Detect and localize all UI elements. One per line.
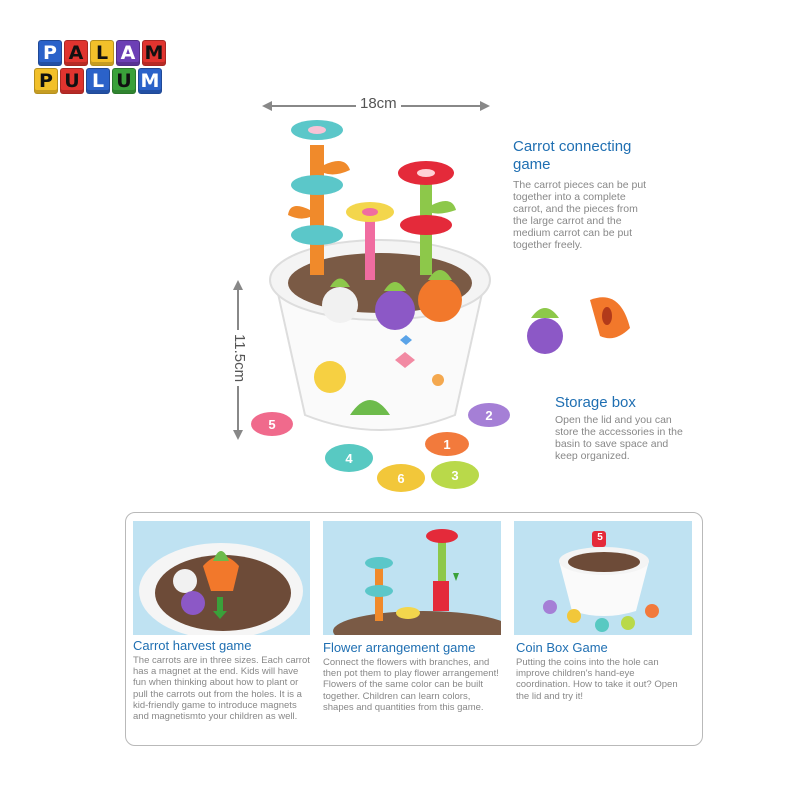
logo-letter: M <box>142 40 166 66</box>
height-label: 11.5cm <box>231 330 248 386</box>
width-label: 18cm <box>356 95 401 112</box>
logo-letter: P <box>38 40 62 66</box>
storage-box-body: Open the lid and you can store the accessories in the basin to save space and keep organized. <box>555 414 683 462</box>
coin: 4 <box>325 444 373 472</box>
coin-box-body: Putting the coins into the hole can improve children's hand-eye coordination. How to take it out? Open the lid and try it! <box>516 657 678 702</box>
logo-row-2 <box>34 68 162 94</box>
carrot-harvest-title: Carrot harvest game <box>133 638 252 653</box>
coin: 1 <box>425 432 469 456</box>
coin-box-image <box>514 521 692 635</box>
flower-arrangement-illustration <box>323 521 501 635</box>
flower-pot-toy-illustration <box>260 115 500 445</box>
coin: 3 <box>431 461 479 489</box>
coin: 6 <box>377 464 425 492</box>
coin-box-coin-label: 5 <box>597 532 603 543</box>
coin: 5 <box>251 412 293 436</box>
logo-letter: P <box>34 68 58 94</box>
carrot-harvest-illustration <box>133 521 310 635</box>
logo-letter: A <box>116 40 140 66</box>
logo-letter: M <box>138 68 162 94</box>
coin-box-title: Coin Box Game <box>516 640 608 655</box>
logo-letter: U <box>112 68 136 94</box>
flower-arrangement-title: Flower arrangement game <box>323 640 476 655</box>
logo-letter: L <box>86 68 110 94</box>
flower-arrangement-body: Connect the flowers with branches, and then pot them to play flower arrangement! Flowers of the same color can be built together. Children can learn colors, shapes and quantities from this game. <box>323 657 499 713</box>
logo-letter: U <box>60 68 84 94</box>
logo-letter: A <box>64 40 88 66</box>
carrot-connecting-title: Carrot connecting game <box>513 138 632 173</box>
carrot-connecting-body: The carrot pieces can be put together into a complete carrot, and the pieces from the large carrot and the medium carrot can be put together freely. <box>513 179 647 251</box>
carrot-harvest-image <box>133 521 310 635</box>
logo-row-1 <box>38 40 166 66</box>
logo-letter: L <box>90 40 114 66</box>
carrot-harvest-body: The carrots are in three sizes. Each carrot has a magnet at the end. Kids will have fun when thinking about how to plant or pull the carrots out from the holes. It is a kid-friendly game to introduce magnets and magnetismto your children as well. <box>133 655 310 723</box>
loose-carrot-pieces <box>515 288 645 363</box>
storage-box-title: Storage box <box>555 394 636 411</box>
flower-arrangement-image <box>323 521 501 635</box>
coin: 2 <box>468 403 510 427</box>
